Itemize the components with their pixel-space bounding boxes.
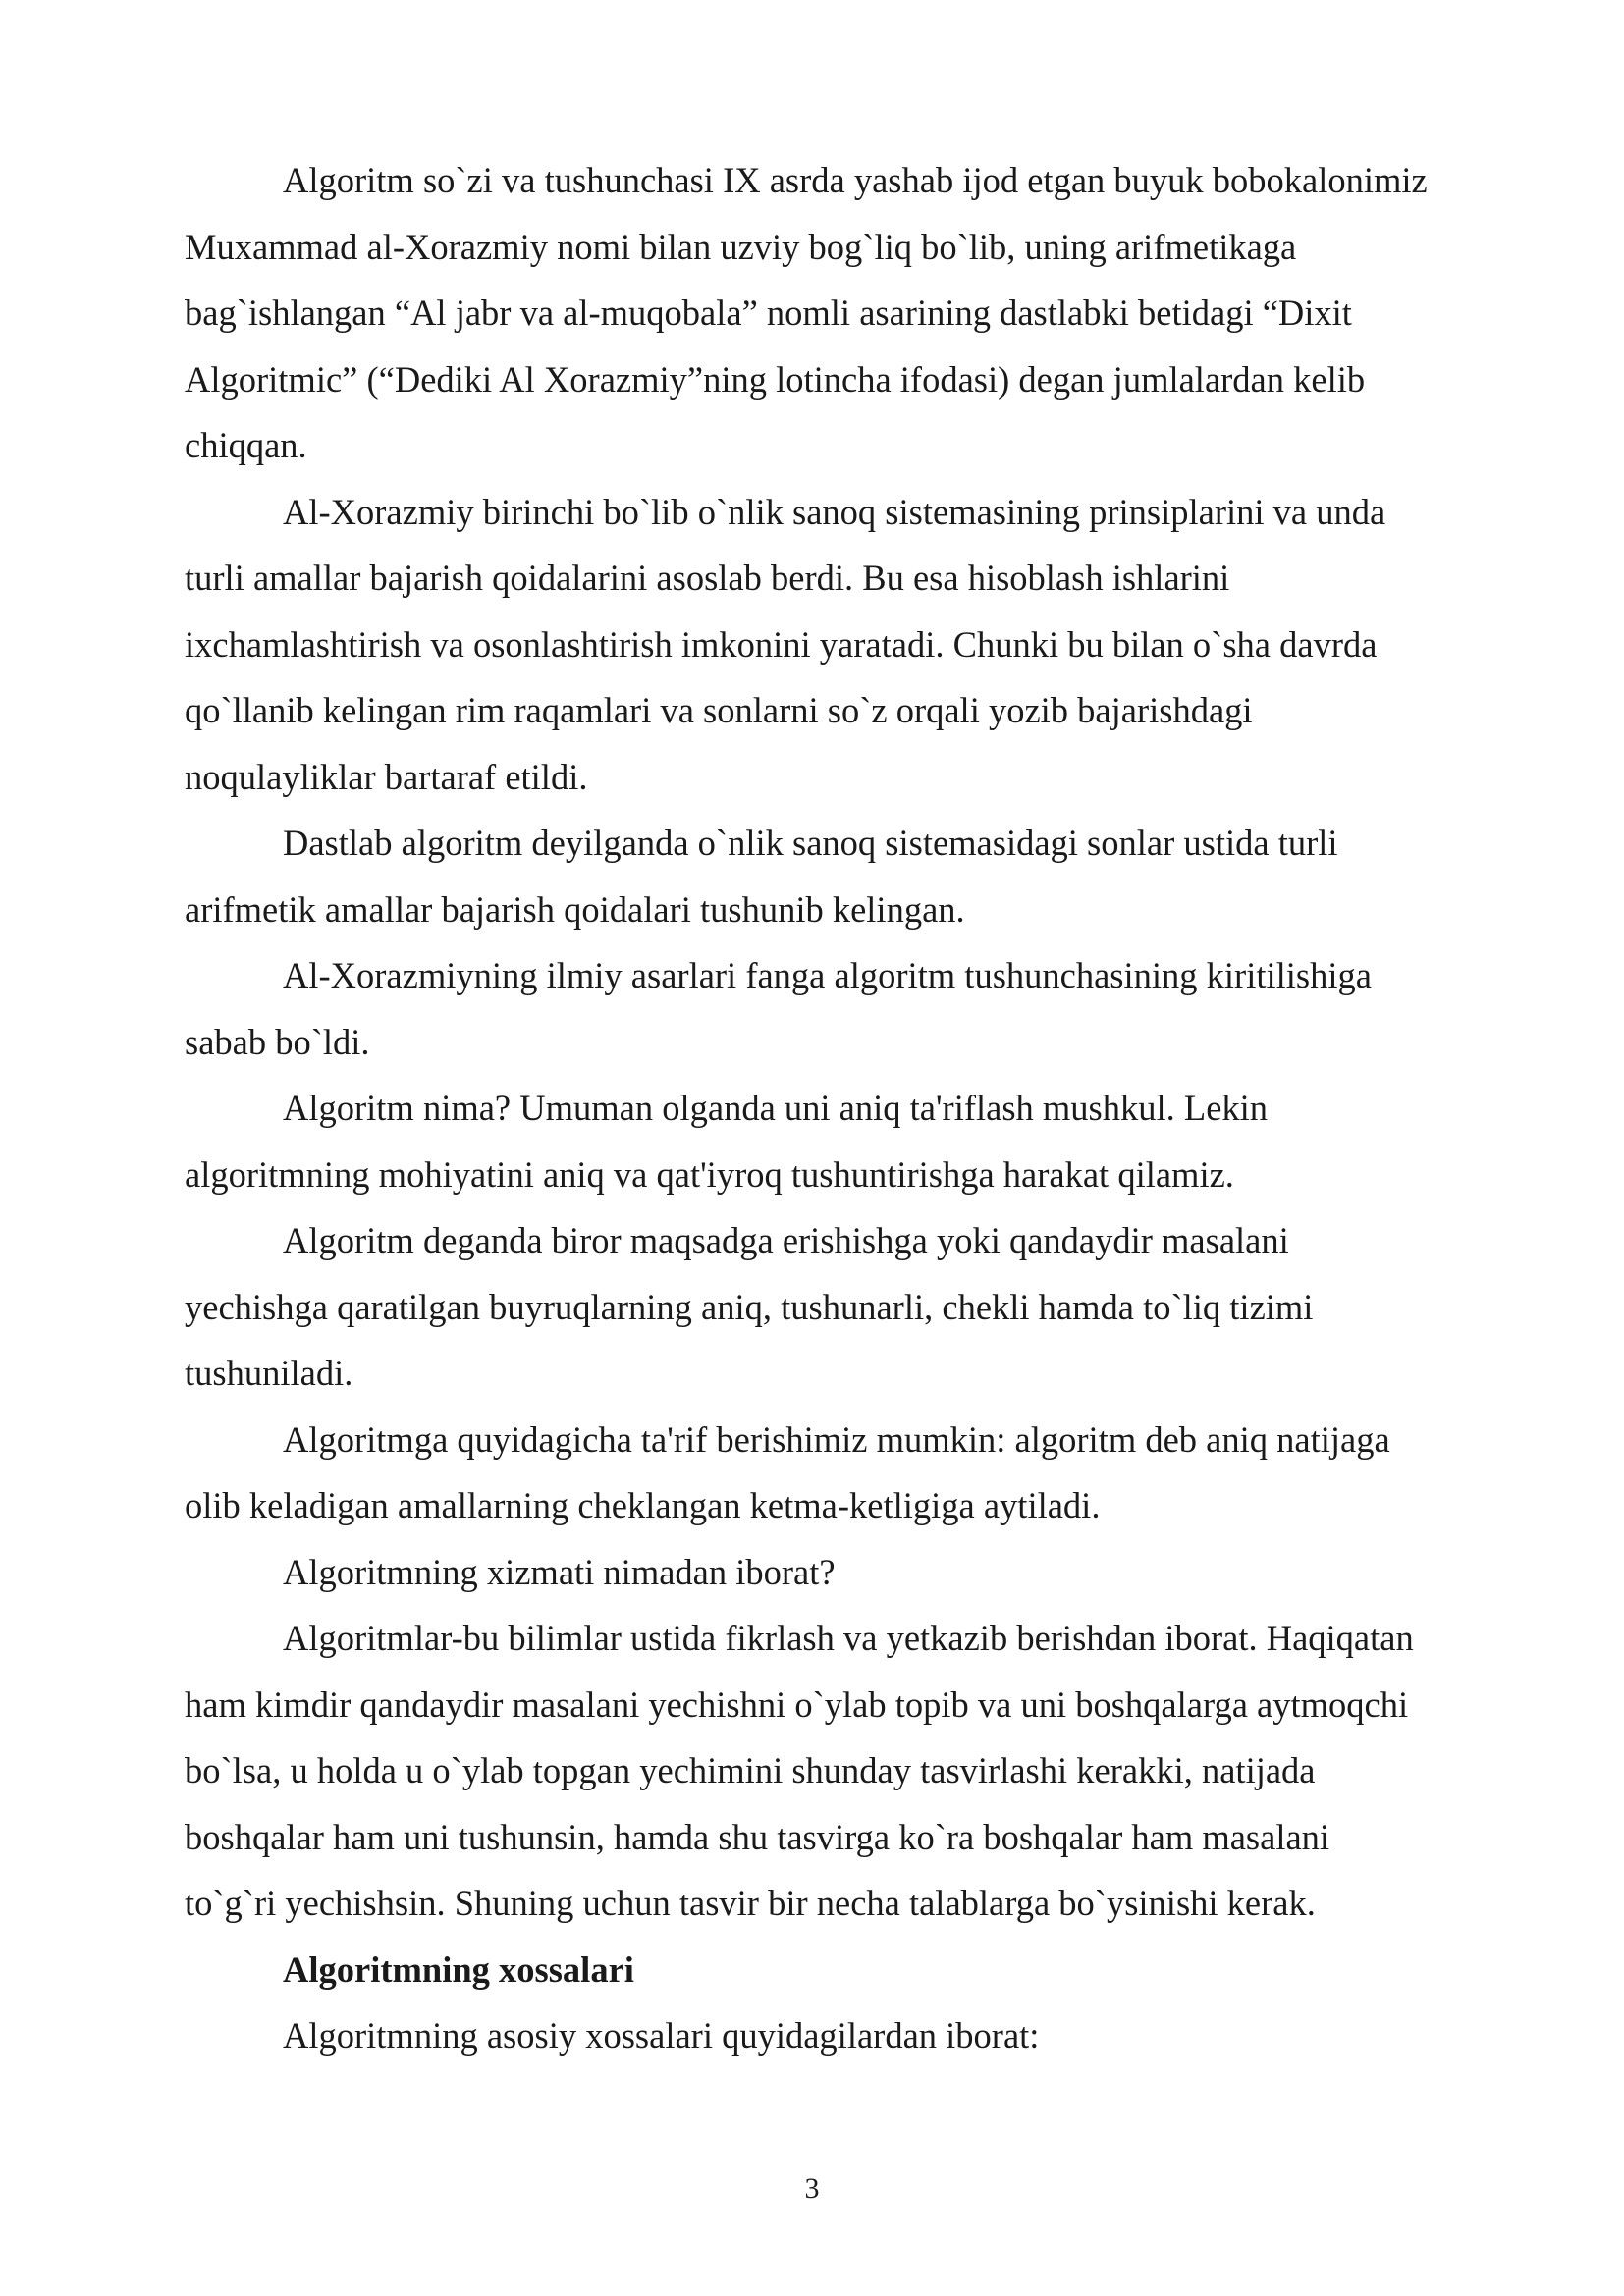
text-line: Algoritmic” (“Dediki Al Xorazmiy”ning lotincha ifodasi) degan jumlalardan kelib bbox=[185, 358, 1366, 400]
text-line: Algoritmning asosiy xossalari quyidagilardan iborat: bbox=[283, 2015, 1040, 2056]
text-line: Algoritm deganda biror maqsadga erishishga yoki qandaydir masalani bbox=[283, 1220, 1289, 1260]
text-line: yechishga qaratilgan buyruqlarning aniq, tushunarli, chekli hamda to`liq tizimi bbox=[185, 1286, 1314, 1327]
text-line: arifmetik amallar bajarish qoidalari tushunib kelingan. bbox=[185, 888, 965, 930]
text-line: Algoritmga quyidagicha ta'rif berishimiz mumkin: algoritm deb aniq natijaga bbox=[283, 1418, 1390, 1460]
text-line: algoritmning mohiyatini aniq va qat'iyroq tushuntirishga harakat qilamiz. bbox=[185, 1153, 1234, 1195]
text-line: tushuniladi. bbox=[185, 1353, 353, 1393]
text-line: Al-Xorazmiyning ilmiy asarlari fanga algoritm tushunchasining kiritilishiga bbox=[283, 955, 1372, 995]
text-line: turli amallar bajarish qoidalarini asoslab berdi. Bu esa hisoblash ishlarini bbox=[185, 558, 1230, 598]
text-line: Muxammad al-Xorazmiy nomi bilan uzviy bog`liq bo`lib, uning arifmetikaga bbox=[185, 226, 1297, 267]
text-line: bo`lsa, u holda u o`ylab topgan yechimini shunday tasvirlashi kerakki, natijada bbox=[185, 1750, 1316, 1790]
text-line: Algoritmlar-bu bilimlar ustida fikrlash va yetkazib berishdan iborat. Haqiqatan bbox=[283, 1618, 1414, 1658]
text-line: olib keladigan amallarning cheklangan ketma-ketligiga aytiladi. bbox=[185, 1485, 1101, 1525]
text-line: ham kimdir qandaydir masalani yechishni o`ylab topib va uni boshqalarga aytmoqchi bbox=[185, 1683, 1409, 1725]
text-line: ixchamlashtirish va osonlashtirish imkonini yaratadi. Chunki bu bilan o`sha davrda bbox=[185, 623, 1378, 665]
text-line: noqulayliklar bartaraf etildi. bbox=[185, 756, 588, 797]
text-line: sabab bo`ldi. bbox=[185, 1021, 370, 1062]
page-number: 3 bbox=[804, 2172, 820, 2205]
text-line: Algoritm so`zi va tushunchasi IX asrda yashab ijod etgan buyuk bobokalonimiz bbox=[283, 160, 1428, 200]
text-line: bag`ishlangan “Al jabr va al-muqobala” nomli asarining dastlabki betidagi “Dixit bbox=[185, 293, 1352, 333]
text-line: Algoritmning xizmati nimadan iborat? bbox=[283, 1551, 836, 1592]
text-line: qo`llanib kelingan rim raqamlari va sonlarni so`z orqali yozib bajarishdagi bbox=[185, 690, 1253, 730]
text-line: to`g`ri yechishsin. Shuning uchun tasvir bir necha talablarga bo`ysinishi kerak. bbox=[185, 1883, 1316, 1923]
text-line: chiqqan. bbox=[185, 425, 307, 465]
text-line: boshqalar ham uni tushunsin, hamda shu tasvirga ko`ra boshqalar ham masalani bbox=[185, 1816, 1330, 1857]
body-text bbox=[185, 147, 1530, 2069]
text-line: Algoritm nima? Umuman olganda uni aniq ta'riflash mushkul. Lekin bbox=[283, 1088, 1269, 1128]
section-heading: Algoritmning xossalari bbox=[283, 1949, 634, 1990]
text-line: Al-Xorazmiy birinchi bo`lib o`nlik sanoq sistemasining prinsiplarini va unda bbox=[283, 491, 1386, 532]
text-line: Dastlab algoritm deyilganda o`nlik sanoq sistemasidagi sonlar ustida turli bbox=[283, 823, 1338, 863]
